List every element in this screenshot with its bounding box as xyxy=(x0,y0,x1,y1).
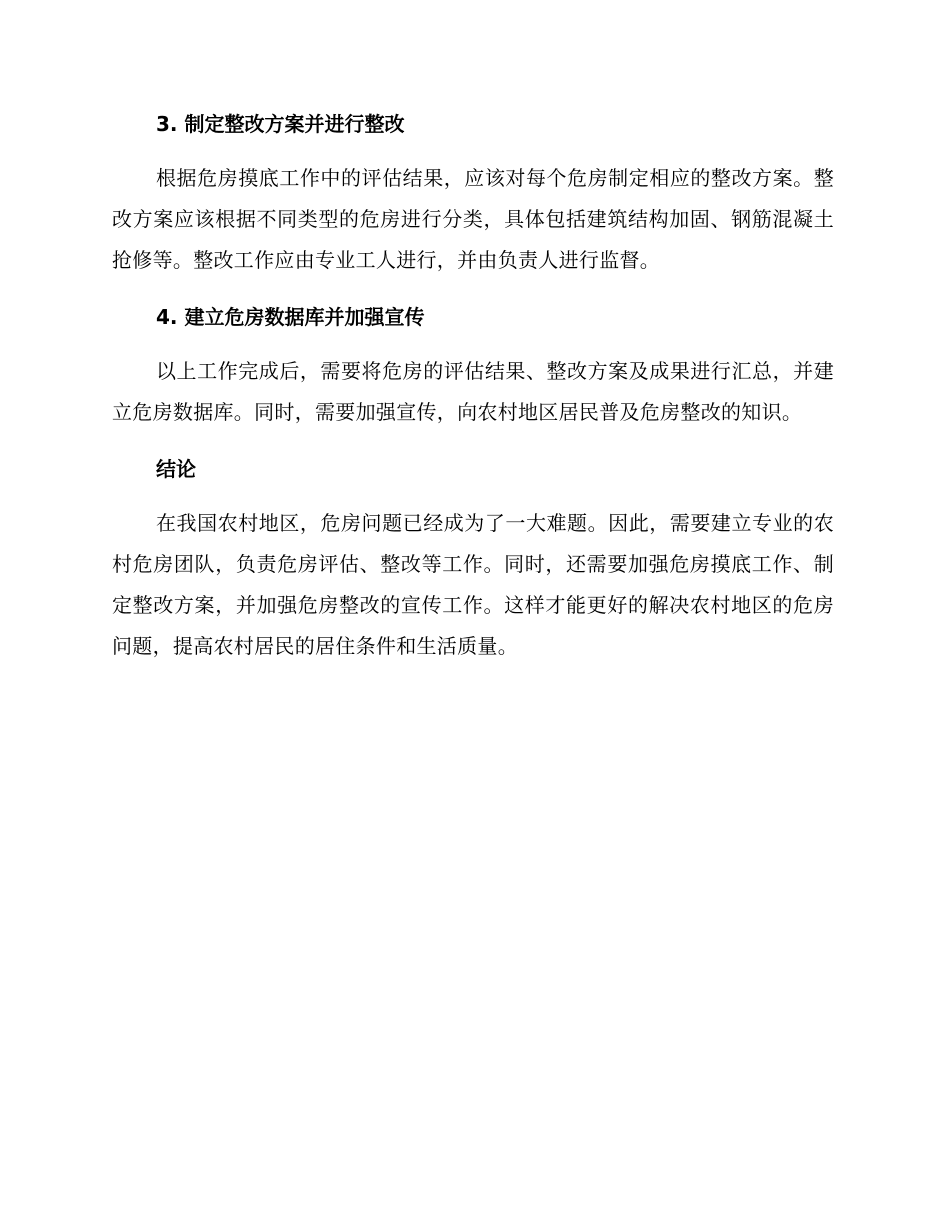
conclusion-paragraph: 在我国农村地区，危房问题已经成为了一大难题。因此，需要建立专业的农村危房团队，负责危房评估、整改等工作。同时，还需要加强危房摸底工作、制定整改方案，并加强危房整改的宣传工作。这样才能更好的解决农村地区的危房问题，提高农村居民的居住条件和生活质量。 xyxy=(112,511,834,658)
section-heading-4: 4. 建立危房数据库并加强宣传 xyxy=(156,305,425,329)
section-paragraph-3: 根据危房摸底工作中的评估结果，应该对每个危房制定相应的整改方案。整改方案应该根据不同类型的危房进行分类，具体包括建筑结构加固、钢筋混凝土抢修等。整改工作应由专业工人进行，并由负责人进行监督。 xyxy=(112,166,834,272)
section-paragraph-4: 以上工作完成后，需要将危房的评估结果、整改方案及成果进行汇总，并建立危房数据库。同时，需要加强宣传，向农村地区居民普及危房整改的知识。 xyxy=(112,359,834,424)
section-heading-3: 3. 制定整改方案并进行整改 xyxy=(156,112,405,136)
conclusion-heading: 结论 xyxy=(156,457,196,481)
document-page xyxy=(112,104,834,667)
